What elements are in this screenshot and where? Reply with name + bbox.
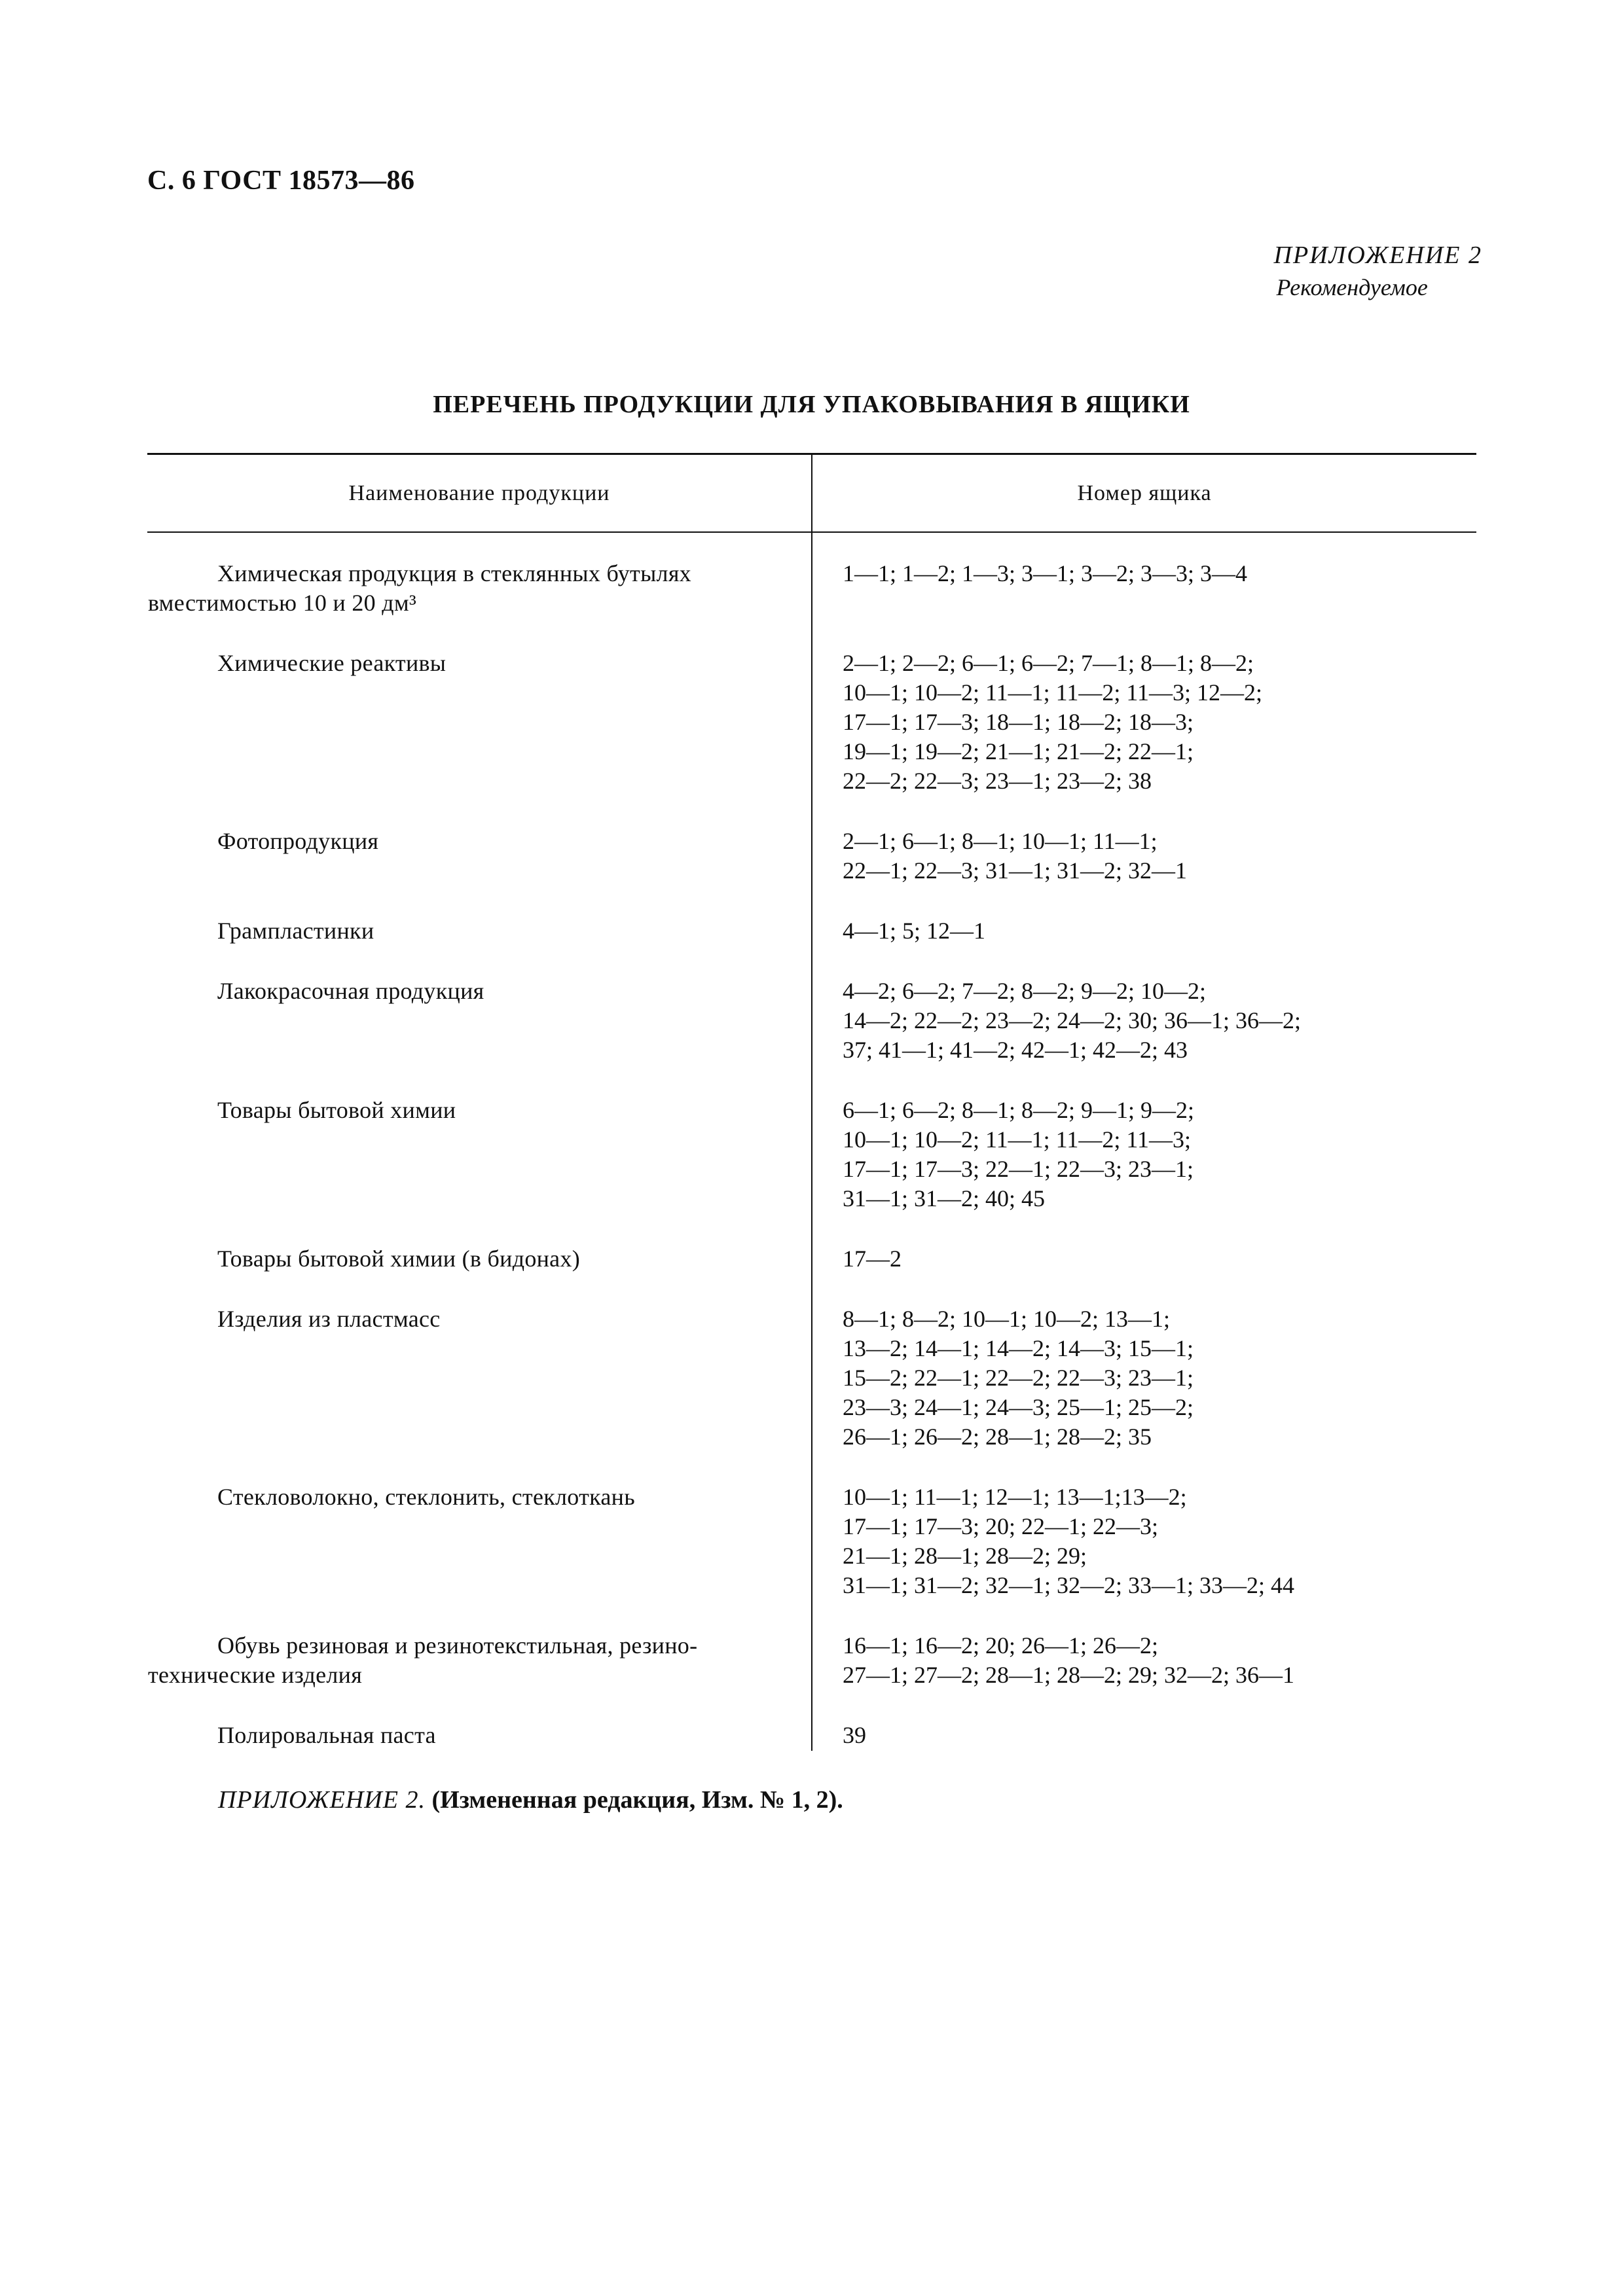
box-numbers-line: 17—1; 17—3; 18—1; 18—2; 18—3;	[843, 709, 1194, 735]
product-name-cell	[147, 619, 812, 797]
product-name-cell	[147, 1066, 812, 1214]
box-numbers-line: 23—3; 24—1; 24—3; 25—1; 25—2;	[843, 1394, 1194, 1420]
box-numbers-line: 22—2; 22—3; 23—1; 23—2; 38	[843, 768, 1152, 794]
table-row	[147, 1274, 1476, 1452]
product-name-cell	[147, 886, 812, 946]
table-row	[147, 886, 1476, 946]
box-numbers-line: 39	[843, 1722, 866, 1748]
product-table	[147, 453, 1476, 1751]
table-header-row	[147, 454, 1476, 533]
box-numbers-cell	[812, 1214, 1476, 1274]
box-numbers-line: 6—1; 6—2; 8—1; 8—2; 9—1; 9—2;	[843, 1097, 1195, 1123]
box-numbers-line: 17—2	[843, 1246, 902, 1272]
table-row	[147, 797, 1476, 886]
product-name-line: Изделия из пластмасс	[217, 1306, 441, 1332]
box-numbers-line: 19—1; 19—2; 21—1; 21—2; 22—1;	[843, 738, 1194, 764]
product-name-line: Обувь резиновая и резинотекстильная, резино-	[217, 1632, 698, 1659]
box-numbers-line: 4—2; 6—2; 7—2; 8—2; 9—2; 10—2;	[843, 978, 1207, 1004]
product-name-cell	[147, 1601, 812, 1691]
appendix-label: ПРИЛОЖЕНИЕ 2	[1273, 242, 1482, 269]
product-name-cell	[147, 1452, 812, 1601]
box-numbers-cell	[812, 619, 1476, 797]
product-name-line: Химические реактивы	[217, 650, 447, 676]
product-name-line: Грампластинки	[217, 918, 374, 944]
page-header: С. 6 ГОСТ 18573—86	[147, 166, 415, 196]
box-numbers-line: 15—2; 22—1; 22—2; 22—3; 23—1;	[843, 1365, 1194, 1391]
footnote-appendix-ref: ПРИЛОЖЕНИЕ 2.	[218, 1786, 426, 1814]
product-name-line: Товары бытовой химии (в бидонах)	[217, 1246, 581, 1272]
table-row	[147, 1601, 1476, 1691]
box-numbers-line: 14—2; 22—2; 23—2; 24—2; 30; 36—1; 36—2;	[843, 1007, 1302, 1033]
product-name-line: Лакокрасочная продукция	[217, 978, 484, 1004]
table-row	[147, 1214, 1476, 1274]
table-row	[147, 1452, 1476, 1601]
table-row	[147, 1691, 1476, 1751]
box-numbers-line: 17—1; 17—3; 20; 22—1; 22—3;	[843, 1513, 1159, 1539]
box-numbers-line: 2—1; 6—1; 8—1; 10—1; 11—1;	[843, 828, 1158, 854]
table-body	[147, 532, 1476, 1751]
table-row	[147, 532, 1476, 619]
product-name-cell	[147, 946, 812, 1066]
box-numbers-line: 16—1; 16—2; 20; 26—1; 26—2;	[843, 1632, 1159, 1659]
box-numbers-cell	[812, 886, 1476, 946]
product-name-line: Фотопродукция	[217, 828, 379, 854]
box-numbers-line: 31—1; 31—2; 40; 45	[843, 1185, 1046, 1211]
appendix-block	[1274, 241, 1482, 301]
box-numbers-cell	[812, 946, 1476, 1066]
appendix-status: Рекомендуемое	[1276, 274, 1428, 300]
box-numbers-line: 26—1; 26—2; 28—1; 28—2; 35	[843, 1424, 1152, 1450]
product-name-line: технические изделия	[148, 1662, 363, 1688]
box-numbers-line: 1—1; 1—2; 1—3; 3—1; 3—2; 3—3; 3—4	[843, 560, 1248, 586]
product-name-cell	[147, 1214, 812, 1274]
product-name-line: вместимостью 10 и 20 дм³	[148, 590, 417, 616]
box-numbers-line: 27—1; 27—2; 28—1; 28—2; 29; 32—2; 36—1	[843, 1662, 1295, 1688]
box-numbers-line: 22—1; 22—3; 31—1; 31—2; 32—1	[843, 857, 1188, 884]
box-numbers-line: 10—1; 10—2; 11—1; 11—2; 11—3;	[843, 1126, 1192, 1153]
box-numbers-cell	[812, 1274, 1476, 1452]
box-numbers-line: 2—1; 2—2; 6—1; 6—2; 7—1; 8—1; 8—2;	[843, 650, 1254, 676]
product-name-cell	[147, 797, 812, 886]
product-name-line: Товары бытовой химии	[217, 1097, 456, 1123]
box-numbers-line: 10—1; 10—2; 11—1; 11—2; 11—3; 12—2;	[843, 679, 1263, 706]
table-row	[147, 1066, 1476, 1214]
box-numbers-line: 31—1; 31—2; 32—1; 32—2; 33—1; 33—2; 44	[843, 1572, 1295, 1598]
product-name-line: Полировальная паста	[217, 1722, 436, 1748]
product-name-cell	[147, 1691, 812, 1751]
box-numbers-line: 21—1; 28—1; 28—2; 29;	[843, 1543, 1087, 1569]
box-numbers-cell	[812, 1601, 1476, 1691]
footnote-revision-note: (Измененная редакция, Изм. № 1, 2).	[431, 1786, 843, 1814]
box-numbers-line: 17—1; 17—3; 22—1; 22—3; 23—1;	[843, 1156, 1194, 1182]
box-numbers-line: 8—1; 8—2; 10—1; 10—2; 13—1;	[843, 1306, 1171, 1332]
footnote	[218, 1785, 843, 1814]
table-row	[147, 946, 1476, 1066]
product-name-line: Стекловолокно, стеклонить, стеклоткань	[217, 1484, 635, 1510]
box-numbers-cell	[812, 1066, 1476, 1214]
box-numbers-cell	[812, 797, 1476, 886]
header-box-number: Номер ящика	[812, 454, 1476, 533]
document-title: ПЕРЕЧЕНЬ ПРОДУКЦИИ ДЛЯ УПАКОВЫВАНИЯ В ЯЩИКИ	[433, 391, 1190, 418]
box-numbers-line: 10—1; 11—1; 12—1; 13—1;13—2;	[843, 1484, 1187, 1510]
product-name-line: Химическая продукция в стеклянных бутылях	[217, 560, 691, 586]
table-row	[147, 619, 1476, 797]
box-numbers-line: 37; 41—1; 41—2; 42—1; 42—2; 43	[843, 1037, 1188, 1063]
product-name-cell	[147, 1274, 812, 1452]
product-name-cell	[147, 532, 812, 619]
box-numbers-line: 4—1; 5; 12—1	[843, 918, 986, 944]
header-product-name: Наименование продукции	[147, 454, 812, 533]
box-numbers-cell	[812, 532, 1476, 619]
box-numbers-line: 13—2; 14—1; 14—2; 14—3; 15—1;	[843, 1335, 1194, 1361]
box-numbers-cell	[812, 1452, 1476, 1601]
box-numbers-cell	[812, 1691, 1476, 1751]
